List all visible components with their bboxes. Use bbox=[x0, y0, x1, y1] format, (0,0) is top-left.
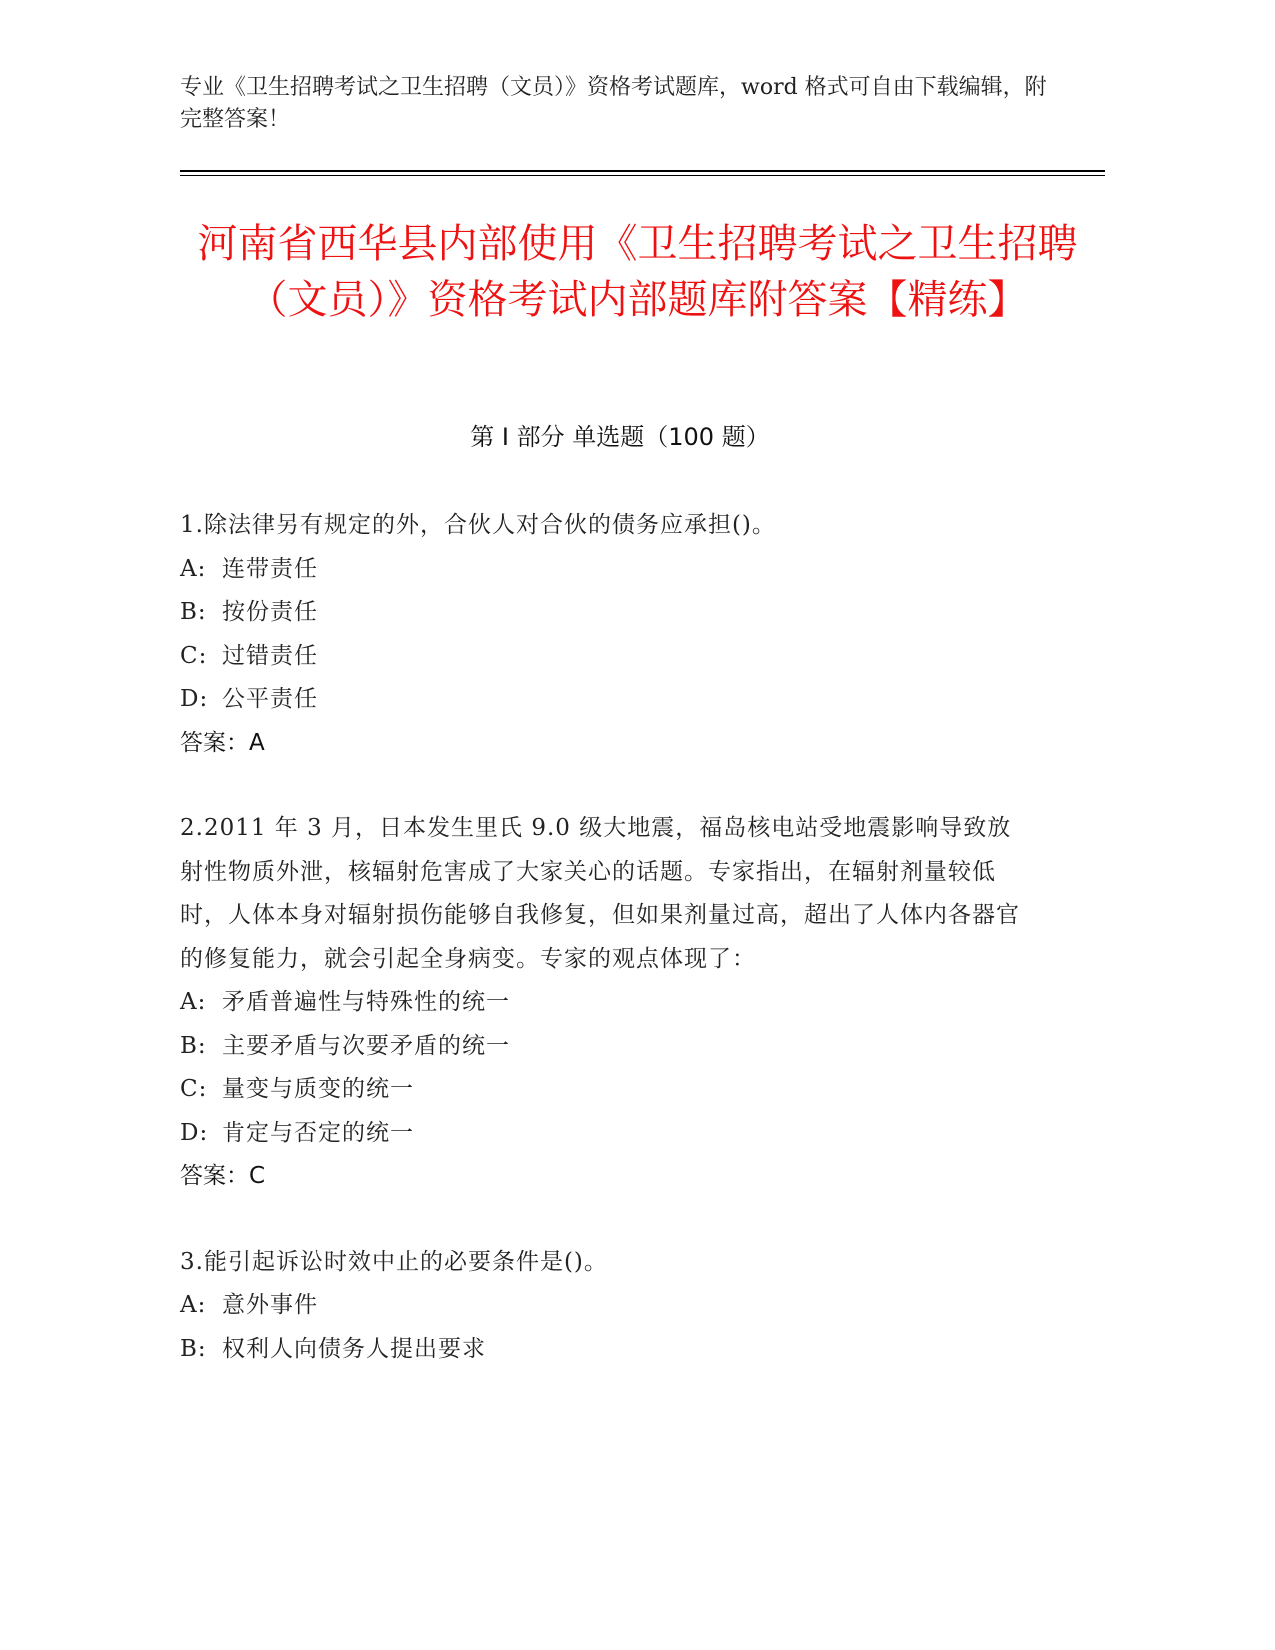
option-text: 过错责任 bbox=[222, 642, 318, 669]
option-text: 意外事件 bbox=[222, 1292, 318, 1318]
option-a bbox=[180, 548, 1030, 592]
option-letter: B: bbox=[180, 599, 207, 625]
section-heading: 第 I 部分 单选题（100 题） bbox=[470, 423, 770, 451]
option-letter: C: bbox=[180, 642, 208, 669]
answer-line: 答案：A bbox=[180, 729, 265, 756]
option-letter: B: bbox=[180, 1335, 207, 1362]
option-letter: C: bbox=[180, 1076, 208, 1102]
question-3 bbox=[180, 1241, 1030, 1372]
header-divider-thick bbox=[180, 170, 1105, 172]
option-text: 矛盾普遍性与特殊性的统一 bbox=[222, 989, 510, 1015]
option-letter: B: bbox=[180, 1032, 207, 1059]
option-b bbox=[180, 1328, 1030, 1372]
option-c bbox=[180, 635, 1030, 679]
option-letter: D: bbox=[180, 686, 209, 712]
option-b bbox=[180, 591, 1030, 635]
option-text: 肯定与否定的统一 bbox=[222, 1119, 414, 1146]
option-a bbox=[180, 981, 1030, 1025]
option-letter: A: bbox=[180, 989, 207, 1015]
option-text: 量变与质变的统一 bbox=[222, 1076, 414, 1102]
option-text: 主要矛盾与次要矛盾的统一 bbox=[222, 1032, 510, 1059]
option-letter: A: bbox=[180, 555, 207, 582]
option-letter: A: bbox=[180, 1292, 207, 1318]
option-b bbox=[180, 1025, 1030, 1069]
option-text: 权利人向债务人提出要求 bbox=[222, 1335, 486, 1362]
question-2 bbox=[180, 807, 1030, 1199]
option-d bbox=[180, 678, 1030, 722]
option-text: 按份责任 bbox=[222, 599, 318, 625]
option-text: 公平责任 bbox=[222, 686, 318, 712]
question-stem: 1.除法律另有规定的外，合伙人对合伙的债务应承担()。 bbox=[180, 512, 776, 538]
option-letter: D: bbox=[180, 1119, 209, 1146]
header-divider-thin bbox=[180, 175, 1105, 176]
option-c bbox=[180, 1068, 1030, 1112]
question-stem: 2.2011 年 3 月，日本发生里氏 9.0 级大地震，福岛核电站受地震影响导致放射性物质外泄，核辐射危害成了大家关心的话题。专家指出，在辐射剂量较低时，人体本身对辐射损伤能够自我修复，但如果剂量过高，超出了人体内各器官的修复能力，就会引起全身病变。专家的观点体现了： bbox=[180, 815, 1020, 972]
option-d bbox=[180, 1112, 1030, 1156]
header-note: 专业《卫生招聘考试之卫生招聘（文员）》资格考试题库，word 格式可自由下载编辑，附完整答案！ bbox=[180, 75, 1047, 132]
answer-line: 答案：C bbox=[180, 1163, 266, 1189]
option-a bbox=[180, 1284, 1030, 1328]
question-stem: 3.能引起诉讼时效中止的必要条件是()。 bbox=[180, 1248, 608, 1275]
document-title: 河南省西华县内部使用《卫生招聘考试之卫生招聘（文员）》资格考试内部题库附答案【精练】 bbox=[197, 221, 1078, 323]
question-1 bbox=[180, 504, 1030, 765]
option-text: 连带责任 bbox=[222, 555, 318, 582]
question-list bbox=[180, 504, 1030, 1413]
